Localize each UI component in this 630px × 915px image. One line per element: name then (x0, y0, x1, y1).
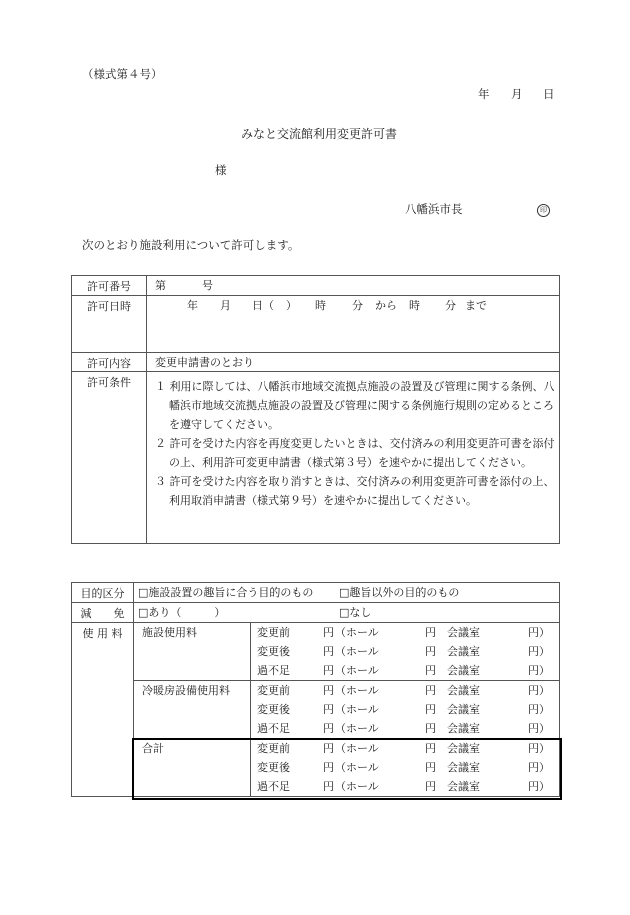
permit-date-day: 日（ (252, 299, 274, 312)
fee-yen: 円 (323, 742, 334, 755)
permit-date-until: まで (465, 299, 487, 312)
permit-no-prefix: 第 (155, 279, 166, 292)
fee-room: 会議室 (447, 742, 480, 755)
permit-no-suffix: 号 (202, 279, 213, 292)
fee-row-label: 変更後 (257, 645, 290, 658)
fee-room-yen: 円） (528, 626, 550, 639)
fee-hall: （ホール (335, 761, 379, 774)
fee-hall-yen: 円 (425, 684, 436, 697)
permit-date-hour: 時 (315, 299, 326, 312)
fee-hall: （ホール (335, 664, 379, 677)
fee-room-yen: 円） (528, 645, 550, 658)
fee-row-label: 変更前 (257, 626, 290, 639)
fee-hall: （ホール (335, 703, 379, 716)
permit-date-minute: 分 (352, 299, 363, 312)
fee-hall-yen: 円 (425, 703, 436, 716)
fee-hall-yen: 円 (425, 664, 436, 677)
permit-date-label: 許可日時 (72, 296, 147, 353)
permit-content-value: 変更申請書のとおり (147, 353, 560, 372)
fee-yen: 円 (323, 626, 334, 639)
fee-hall: （ホール (335, 684, 379, 697)
condition-item: １ 利用に際しては、八幡浜市地域交流拠点施設の設置及び管理に関する条例、八幡浜市地域交流拠点施設の設置及び管理に関する条例施行規則の定めるところを遵守してください。 (155, 380, 555, 431)
permit-date-from: から (375, 299, 397, 312)
fee-row-label: 変更前 (257, 742, 290, 755)
reduction-option-no[interactable]: □なし (339, 606, 372, 619)
fee-group-facility: 施設使用料 (134, 623, 251, 681)
fee-row (251, 642, 559, 661)
fee-room-yen: 円） (528, 780, 550, 793)
total-highlight-frame (132, 738, 562, 800)
permit-date-cell (147, 296, 560, 353)
fee-room: 会議室 (447, 684, 480, 697)
fee-row (251, 719, 559, 738)
fee-yen: 円 (323, 703, 334, 716)
permit-conditions (147, 372, 560, 544)
purpose-option-1[interactable]: □施設設置の趣旨に合う目的のもの (138, 586, 314, 599)
fee-hall: （ホール (335, 722, 379, 735)
fee-yen: 円 (323, 684, 334, 697)
fee-row (251, 681, 559, 700)
usage-fee-label: 使 用 料 (72, 623, 134, 797)
fee-yen: 円 (323, 722, 334, 735)
fee-hall-yen: 円 (425, 780, 436, 793)
fee-room: 会議室 (447, 703, 480, 716)
permit-date-minute2: 分 (445, 299, 456, 312)
fee-row-label: 変更前 (257, 684, 290, 697)
fee-room: 会議室 (447, 761, 480, 774)
fee-row-label: 過不足 (257, 722, 290, 735)
fee-row (251, 700, 559, 719)
condition-item: ２ 許可を受けた内容を再度変更したいときは、交付済みの利用変更許可書を添付の上、利用許可変更申請書（様式第３号）を速やかに提出してください。 (155, 437, 555, 469)
fee-hall-yen: 円 (425, 761, 436, 774)
fee-hall: （ホール (335, 645, 379, 658)
fee-rows-facility (251, 623, 560, 681)
fee-yen: 円 (323, 664, 334, 677)
permit-date-year: 年 (187, 299, 198, 312)
fee-room: 会議室 (447, 626, 480, 639)
intro-text: 次のとおり施設利用について許可します。 (82, 238, 300, 252)
fee-yen: 円 (323, 780, 334, 793)
fee-room-yen: 円） (528, 684, 550, 697)
date-month-label: 月 (511, 87, 523, 101)
fee-hall-yen: 円 (425, 722, 436, 735)
fee-hall-yen: 円 (425, 626, 436, 639)
fee-yen: 円 (323, 761, 334, 774)
fee-room-yen: 円） (528, 742, 550, 755)
fee-hall: （ホール (335, 742, 379, 755)
fee-row-label: 変更後 (257, 761, 290, 774)
fee-hall-yen: 円 (425, 742, 436, 755)
fee-room: 会議室 (447, 780, 480, 793)
fee-room-yen: 円） (528, 664, 550, 677)
fee-row-label: 過不足 (257, 664, 290, 677)
fee-room: 会議室 (447, 722, 480, 735)
fee-room: 会議室 (447, 664, 480, 677)
seal-icon: 印 (537, 204, 550, 217)
fee-room-yen: 円） (528, 761, 550, 774)
form-number: （様式第４号） (82, 67, 163, 81)
permit-cond-label: 許可条件 (72, 372, 147, 544)
reduction-label: 減 免 (72, 603, 134, 623)
permit-date-paren: ） (286, 299, 297, 312)
fee-group-aircon: 冷暖房設備使用料 (134, 681, 251, 739)
reduction-options (134, 603, 560, 623)
permit-table (71, 275, 560, 544)
fee-room-yen: 円） (528, 703, 550, 716)
permit-date-month: 月 (220, 299, 231, 312)
fee-room-yen: 円） (528, 722, 550, 735)
purpose-option-2[interactable]: □趣旨以外の目的のもの (339, 586, 460, 599)
permit-no-label: 許可番号 (72, 276, 147, 296)
permit-date-hour2: 時 (409, 299, 420, 312)
fee-hall-yen: 円 (425, 645, 436, 658)
page-title: みなと交流館利用変更許可書 (241, 127, 398, 141)
date-year-label: 年 (478, 87, 490, 101)
purpose-label: 目的区分 (72, 583, 134, 603)
seal-mark (537, 203, 550, 217)
fee-row (251, 623, 559, 642)
fee-group-total: 合計 (134, 739, 251, 797)
purpose-options (134, 583, 560, 603)
addressee-suffix: 様 (215, 163, 227, 177)
reduction-option-yes[interactable]: □あり（ ） (138, 606, 226, 619)
fee-rows-aircon (251, 681, 560, 739)
fee-row-label: 過不足 (257, 780, 290, 793)
fee-row (251, 661, 559, 680)
date-day-label: 日 (543, 87, 555, 101)
fee-row-label: 変更後 (257, 703, 290, 716)
fee-yen: 円 (323, 645, 334, 658)
issuer-name: 八幡浜市長 (405, 202, 463, 216)
permit-content-label: 許可内容 (72, 353, 147, 372)
condition-item: ３ 許可を受けた内容を取り消すときは、交付済みの利用変更許可書を添付の上、利用取消申請書（様式第９号）を速やかに提出してください。 (155, 475, 555, 507)
fee-room: 会議室 (447, 645, 480, 658)
permit-no-cell (147, 276, 560, 296)
fee-hall: （ホール (335, 626, 379, 639)
fee-hall: （ホール (335, 780, 379, 793)
